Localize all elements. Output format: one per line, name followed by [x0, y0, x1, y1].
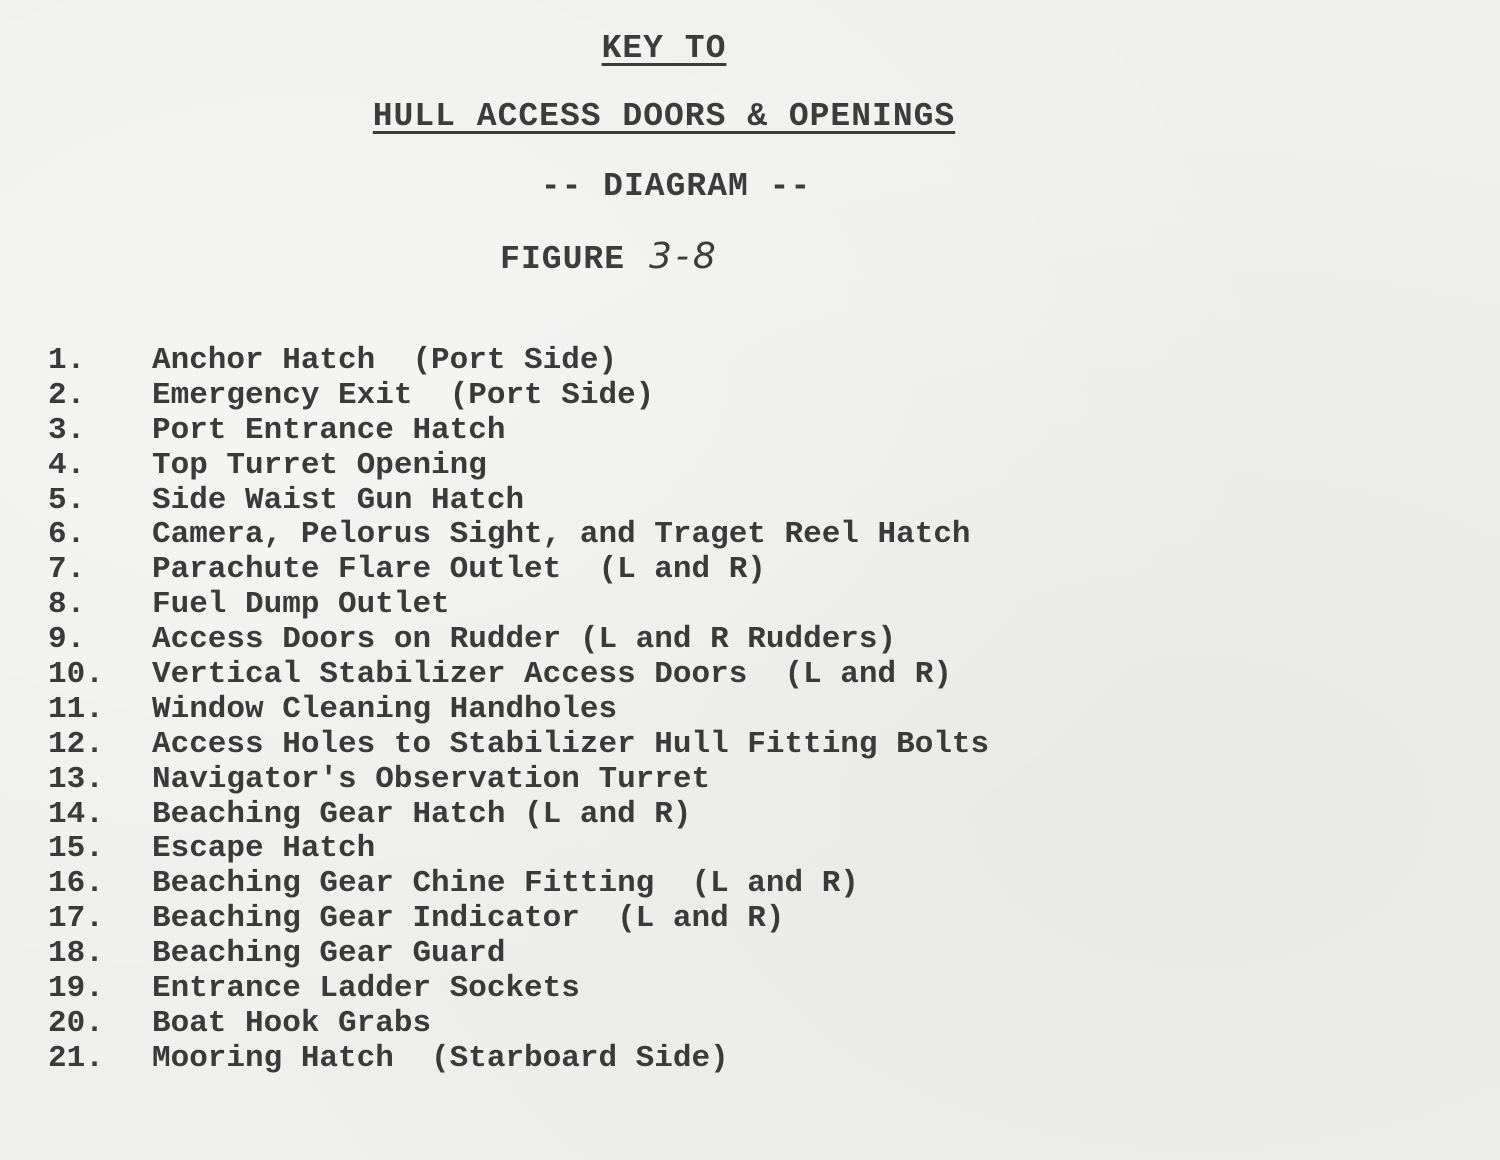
list-item [48, 867, 989, 902]
item-number: 15. [48, 831, 104, 867]
list-item [48, 623, 989, 658]
item-text: Entrance Ladder Sockets [152, 971, 580, 1007]
item-text: Side Waist Gun Hatch [152, 482, 525, 518]
item-number: 19. [48, 971, 104, 1007]
figure-number: 3-8 [649, 236, 720, 277]
item-text: Top Turret Opening [152, 447, 487, 483]
list-item [48, 518, 989, 553]
item-number: 9. [48, 622, 86, 658]
title-hull-access [0, 98, 1500, 135]
item-number: 1. [48, 343, 86, 378]
item-text: Beaching Gear Indicator (L and R) [152, 901, 785, 937]
list-item [48, 484, 989, 519]
title-hull-access-text: HULL ACCESS DOORS & OPENINGS [372, 98, 956, 135]
item-number: 14. [48, 796, 104, 832]
item-number: 17. [48, 901, 104, 937]
item-text: Camera, Pelorus Sight, and Traget Reel Hatch [152, 517, 971, 553]
list-item [48, 379, 989, 414]
item-number: 4. [48, 447, 86, 483]
list-item [48, 1042, 989, 1077]
item-number: 6. [48, 517, 86, 553]
item-text: Access Doors on Rudder (L and R Rudders) [152, 622, 897, 658]
item-number: 16. [48, 866, 104, 902]
title-key-to-text: KEY TO [601, 30, 727, 67]
list-item [48, 902, 989, 937]
list-item [48, 588, 989, 623]
item-text: Mooring Hatch (Starboard Side) [152, 1040, 729, 1076]
item-text: Escape Hatch [152, 831, 376, 867]
title-key-to [0, 30, 1500, 67]
item-number: 3. [48, 412, 86, 448]
item-number: 12. [48, 726, 104, 762]
item-text: Anchor Hatch (Port Side) [152, 343, 618, 378]
item-number: 11. [48, 691, 104, 727]
item-number: 20. [48, 1005, 104, 1041]
item-text: Fuel Dump Outlet [152, 587, 450, 623]
list-item [48, 937, 989, 972]
item-text: Boat Hook Grabs [152, 1005, 432, 1041]
item-text: Vertical Stabilizer Access Doors (L and R) [152, 657, 952, 693]
item-text: Beaching Gear Guard [152, 936, 506, 972]
item-text: Beaching Gear Hatch (L and R) [152, 796, 692, 832]
list-item [48, 553, 989, 588]
item-text: Window Cleaning Handholes [152, 691, 618, 727]
item-text: Emergency Exit (Port Side) [152, 377, 655, 413]
list-item [48, 728, 989, 763]
item-text: Parachute Flare Outlet (L and R) [152, 552, 766, 588]
figure-label: FIGURE [500, 241, 625, 278]
list-item [48, 693, 989, 728]
item-number: 21. [48, 1040, 104, 1076]
item-number: 13. [48, 761, 104, 797]
list-item [48, 449, 989, 484]
item-number: 10. [48, 657, 104, 693]
list-item [48, 972, 989, 1007]
item-text: Navigator's Observation Turret [152, 761, 711, 797]
list-item [48, 832, 989, 867]
key-list [48, 344, 989, 1077]
list-item [48, 344, 989, 379]
list-item [48, 763, 989, 798]
item-number: 5. [48, 482, 86, 518]
item-number: 7. [48, 552, 86, 588]
list-item [48, 658, 989, 693]
list-item [48, 1007, 989, 1042]
list-item [48, 414, 989, 449]
item-text: Access Holes to Stabilizer Hull Fitting Bolts [152, 726, 990, 762]
item-text: Port Entrance Hatch [152, 412, 506, 448]
title-diagram [0, 168, 1500, 205]
item-number: 18. [48, 936, 104, 972]
list-item [48, 798, 989, 833]
title-diagram-text: -- DIAGRAM -- [540, 168, 812, 205]
item-number: 8. [48, 587, 86, 623]
item-number: 2. [48, 377, 86, 413]
figure-caption [0, 236, 1500, 278]
item-text: Beaching Gear Chine Fitting (L and R) [152, 866, 859, 902]
